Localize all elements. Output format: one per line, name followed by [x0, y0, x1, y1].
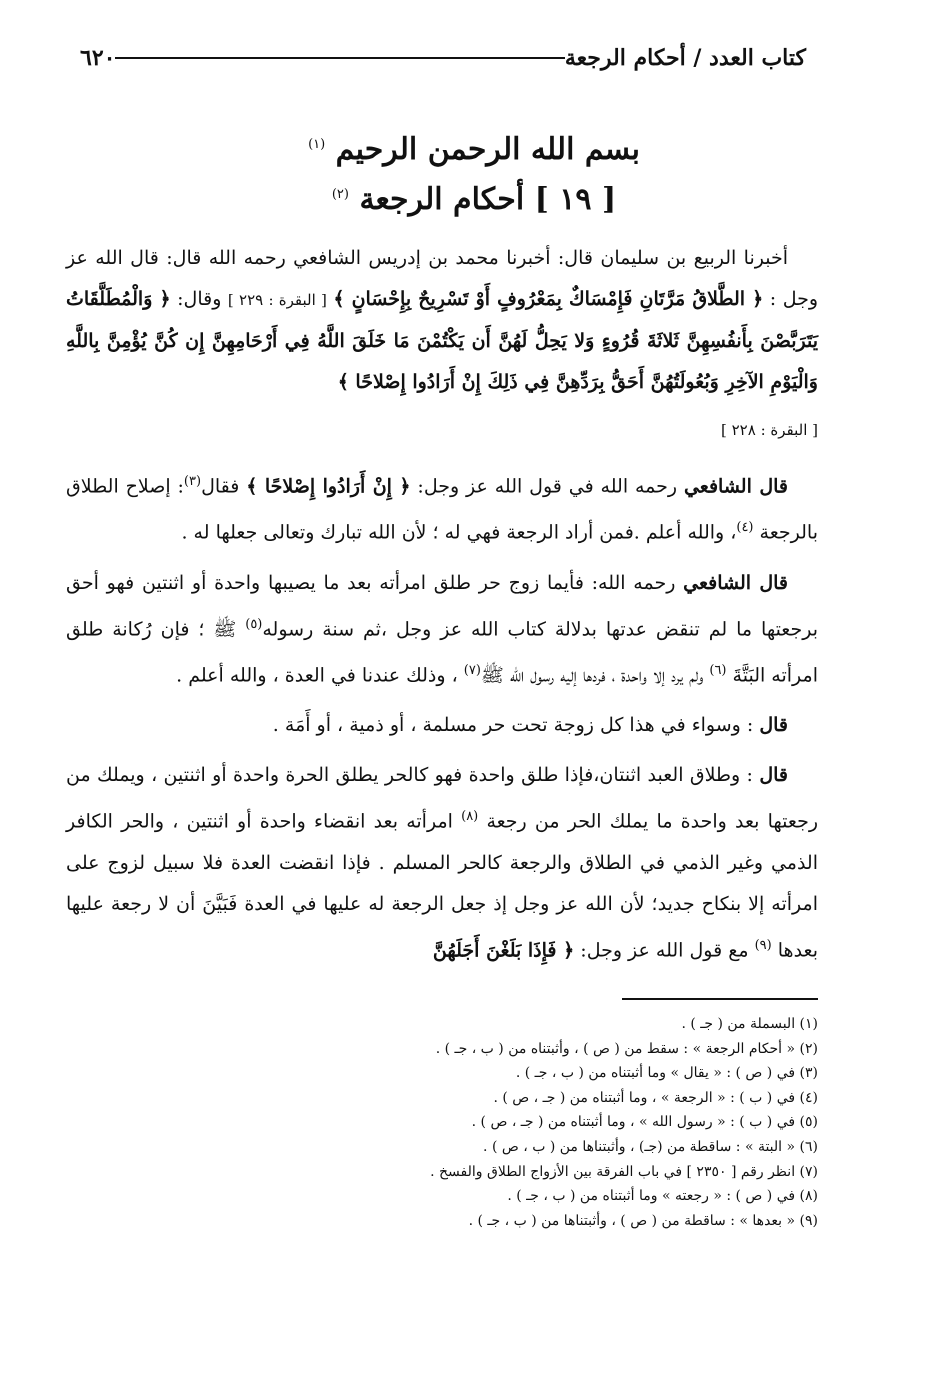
footnote: (١) البسملة من ( جـ ) .: [681, 1016, 818, 1032]
speaker-lead: قال: [759, 764, 788, 787]
body-text: [66, 238, 818, 980]
basmala-heading: [0, 132, 948, 167]
paragraph-text: امرأته بعد انقضاء واحدة أو اثنتين ، والحر الكافر الذمي وغير الذمي في الطلاق والرجعة كالحر المسلم . فإذا انقضت العدة فلا سبيل لزوج على امرأته إلا بنكاح جديد؛ لأن الله عز وجل إذ جعل الرجعة له عليها في العدة فَبَيَّنَ أن لا رجعة عليها بعدها: [66, 810, 818, 961]
paragraph-text: ولم يرد إلا واحدة ، فردها إليه رسول الله ﷺ: [480, 664, 710, 687]
running-header: [66, 38, 820, 78]
paragraph-3: [66, 563, 818, 697]
quran-verse: ﴿ فَإِذَا بَلَغْنَ أَجَلَهُنَّ: [432, 938, 575, 961]
footnote: (٦) « البتة » : ساقطة من (جـ) ، وأثبتناها من ( ب ، ص ) .: [483, 1138, 818, 1155]
footnote-mark: (٥): [245, 616, 263, 632]
footnote-mark: (٧): [463, 662, 481, 678]
quran-verse: ﴿ الطَّلاقُ مَرَّتَانِ فَإِمْسَاكٌ بِمَعْرُوفٍ أَوْ تَسْرِيحٌ بِإِحْسَانٍ ﴾: [333, 288, 764, 310]
paragraph-text: : وطلاق العبد اثنتان،فإذا طلق واحدة فهو كالحر يطلق الحرة واحدة أو اثنتين ، ويملك من رجعتها بعد واحدة ما يملك الحر من رجعة: [66, 764, 818, 833]
footnote: (٧) انظر رقم [ ٢٣٥٠ ] في باب الفرقة بين الأزواج الطلاق والفسخ .: [430, 1163, 818, 1180]
footnote: (٩) « بعدها » : ساقطة من ( ص ) ، وأثبتناها من ( ب ، جـ ) .: [468, 1212, 818, 1229]
paragraph-text: وقال:: [170, 288, 228, 310]
verse-reference: [ البقرة : ٢٢٩ ]: [227, 291, 327, 309]
footnote-mark: (٩): [754, 937, 772, 953]
footnote-mark: (٤): [736, 520, 754, 536]
paragraph-5: [66, 755, 818, 971]
footnote-mark: (٦): [709, 662, 727, 678]
footnote-mark: (٣): [183, 474, 202, 489]
header-rule: [115, 57, 564, 59]
quran-verse: ﴿ إِنْ أَرَادُوا إِصْلاحًا ﴾: [246, 475, 411, 498]
footnote-mark: (٢): [331, 187, 349, 202]
paragraph-text: مع قول الله عز وجل:: [574, 938, 755, 961]
footnote: (٥) في ( ب ) : « رسول الله » ، وما أثبتناه من ( جـ ، ص ) .: [471, 1114, 818, 1131]
paragraph-1: [66, 238, 818, 403]
footnote-separator: [622, 998, 818, 1000]
footnote: (٣) في ( ص ) : « يقال » وما أثبتناه من ( ب ، جـ ) .: [515, 1065, 818, 1082]
basmala-text: بسم الله الرحمن الرحيم: [335, 132, 640, 167]
footnote: (٨) في ( ص ) : « رجعته » وما أثبتناه من ( ب ، جـ ) .: [507, 1188, 818, 1205]
running-title: كتاب العدد / أحكام الرجعة: [564, 45, 806, 71]
footnote: (٢) « أحكام الرجعة » : سقط من ( ص ) ، وأثبتناه من ( ب ، جـ ) .: [435, 1040, 818, 1057]
paragraph-text: ، والله أعلم .فمن أراد الرجعة فهي له ؛ لأن الله تبارك وتعالى جعلها له .: [181, 521, 737, 544]
paragraph-text: : إصلاح الطلاق بالرجعة: [66, 475, 818, 544]
page-number: ٦٢٠: [80, 45, 116, 71]
chapter-heading: [0, 182, 948, 217]
footnote: (٤) في ( ب ) : « الرجعة » ، وما أثبتناه من ( جـ ، ص ) .: [493, 1089, 818, 1106]
paragraph-2: [66, 461, 818, 554]
paragraph-text: رحمه الله: فأيما زوج حر طلق امرأته بعد ما يصيبها واحدة أو اثنتين فهو أحق برجعتها ما لم تنقض عدتها بدلالة كتاب الله عز وجل ،ثم سنة رسوله: [66, 571, 818, 640]
paragraph-text: ﷺ ؛ فإن رُكانة طلق امرأته البَتَّةَ: [66, 617, 818, 687]
paragraph-4: [66, 705, 818, 746]
paragraph-text: : وسواء في هذا كل زوجة تحت حر مسلمة ، أو ذمية ، أو أَمَة .: [272, 714, 760, 737]
paragraph-text: فقال: [201, 475, 247, 498]
paragraph-text: ، وذلك عندنا في العدة ، والله أعلم .: [176, 664, 464, 687]
footnotes: [218, 1012, 818, 1233]
speaker-lead: قال: [759, 714, 788, 737]
quran-verse: ﴿ وَالْمُطَلَّقَاتُ يَتَرَبَّصْنَ بِأَنفُسِهِنَّ ثَلاثَةَ قُرُوءٍ وَلا يَحِلُّ لَهُنَّ أَن يَكْتُمْنَ مَا خَلَقَ اللَّهُ فِي أَرْحَامِهِنَّ إِن كُنَّ يُؤْمِنَّ بِاللَّهِ وَالْيَوْمِ الآخِرِ وَبُعُولَتُهُنَّ أَحَقُّ بِرَدِّهِنَّ فِي ذَلِكَ إِنْ أَرَادُوا إِصْلاحًا ﴾: [66, 288, 818, 393]
paragraph-text: أخبرنا الربيع بن سليمان قال: أخبرنا محمد بن إدريس الشافعي رحمه الله قال: قال الله عز وجل :: [66, 247, 819, 310]
verse-reference: [ البقرة : ٢٢٨ ]: [721, 421, 818, 439]
speaker-lead: قال الشافعي: [683, 571, 788, 594]
chapter-title: [ ١٩ ] أحكام الرجعة: [359, 182, 617, 217]
footnote-mark: (١): [308, 137, 326, 152]
footnote-mark: (٨): [461, 809, 479, 825]
paragraph-text: رحمه الله في قول الله عز وجل:: [410, 475, 684, 498]
speaker-lead: قال الشافعي: [683, 475, 788, 498]
